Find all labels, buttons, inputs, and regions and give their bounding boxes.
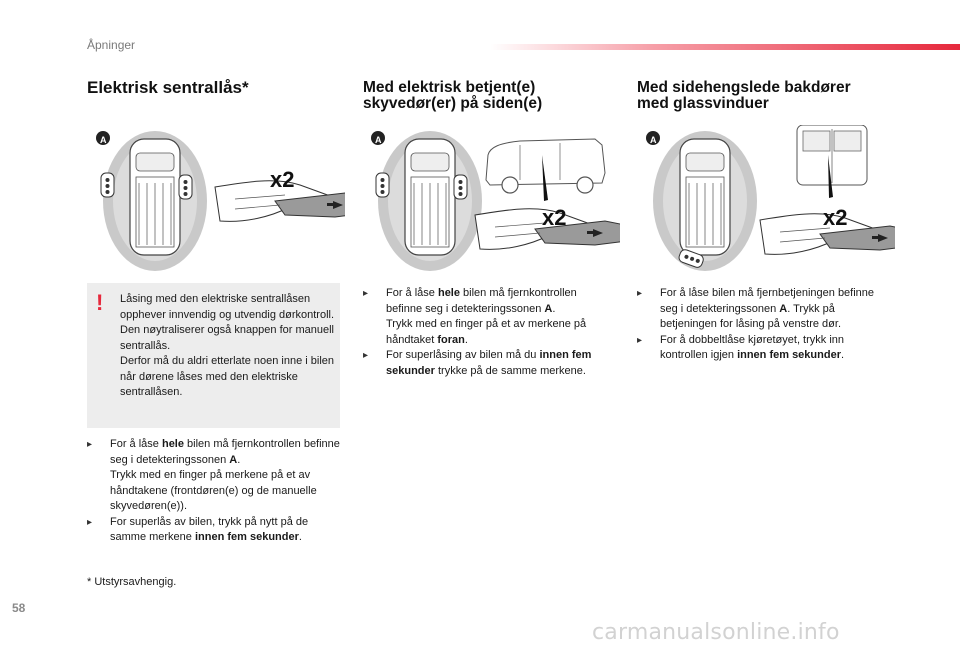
bullet-marker-icon: ▸: [637, 334, 643, 346]
bullet-marker-icon: ▸: [87, 516, 93, 528]
bullet-marker-icon: ▸: [363, 350, 369, 361]
col3-instructions: [637, 286, 892, 364]
header-accent-bar: [490, 44, 960, 50]
warning-icon: !: [96, 290, 104, 315]
col1-instructions: [87, 437, 342, 546]
watermark: carmanualsonline.info: [592, 620, 840, 645]
bullet-marker-icon: ▸: [87, 439, 93, 450]
col3-title: Med sidehengslede bakdører med glassvinduer: [637, 79, 851, 112]
van-rear-view: [797, 125, 867, 198]
illustration-sliding-doors: [370, 125, 620, 275]
footnote: * Utstyrsavhengig.: [87, 576, 177, 588]
section-title: Åpninger: [87, 38, 136, 52]
list-item: ▸ For å låse hele bilen må fjernkontrollen befinne seg i detekteringssonen A. Trykk med en finger på et av merkene på håndtaket foran.: [363, 287, 587, 346]
warning-text: Låsing med den elektriske sentrallåsen opphever innvendig og utvendig dørkontroll. Den nøytraliserer også knappen for manuell sentrallås. Derfor må du aldri etterlate noen inne i bilen når dørene låses med den elektriske sentrallåsen.: [120, 293, 335, 398]
svg-text:x2: x2: [542, 205, 567, 230]
col2-title: Med elektrisk betjent(e) skyvedør(er) på siden(e): [363, 79, 543, 112]
svg-text:x2: x2: [823, 205, 848, 230]
svg-text:A: A: [650, 135, 657, 145]
illustration-rear-doors: [645, 125, 895, 275]
bullet-marker-icon: ▸: [637, 288, 643, 299]
press-twice-label: x2: [270, 167, 295, 192]
col1-title: Elektrisk sentrallås*: [87, 78, 249, 97]
col2-instructions: [363, 286, 613, 379]
page-number: 58: [12, 601, 26, 615]
zone-a-label: A: [100, 135, 107, 145]
list-item: ▸ For å dobbeltlåse kjøretøyet, trykk inn kontrollen igjen innen fem sekunder.: [637, 333, 845, 361]
list-item: ▸ For å låse hele bilen må fjernkontrollen befinne seg i detekteringssonen A. Trykk med en finger på merkene på et av håndtakene (frontdøren(e) og de manuelle skyvedøren(e)).: [87, 438, 340, 512]
list-item: ▸ For superlåsing av bilen må du innen fem sekunder trykke på de samme merkene.: [363, 349, 592, 377]
bullet-marker-icon: ▸: [363, 288, 369, 299]
illustration-central-locking: [95, 125, 345, 275]
van-side-view: [486, 139, 605, 201]
list-item: ▸ For å låse bilen må fjernbetjeningen befinne seg i detekteringssonen A. Trykk på betjeningen for låsing på venstre dør.: [637, 287, 875, 330]
svg-text:A: A: [375, 135, 382, 145]
list-item: ▸ For superlås av bilen, trykk på nytt på de samme merkene innen fem sekunder.: [87, 515, 309, 543]
